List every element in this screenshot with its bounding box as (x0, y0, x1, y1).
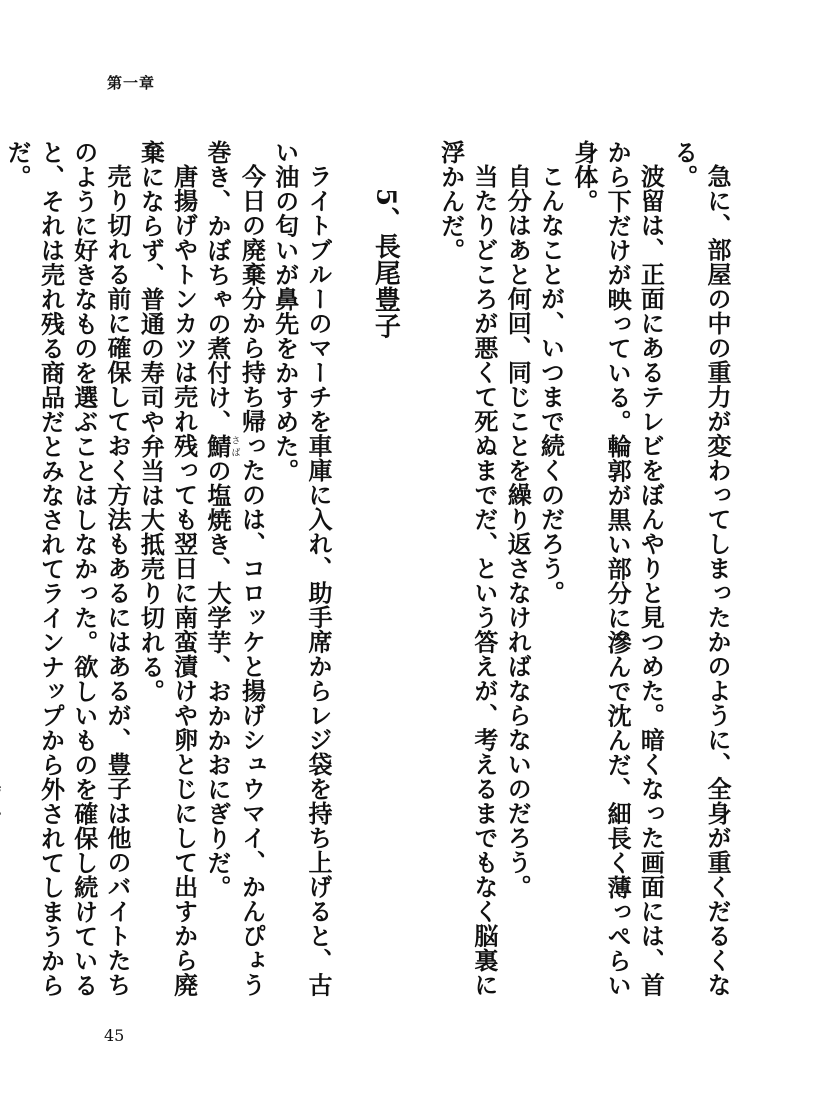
paragraph-7-text-a: 今日の廃棄分から持ち帰ったのは、コロッケと揚げシュウマイ、かんぴょう巻き、かぼちゃの煮付け、 (202, 140, 267, 997)
paragraph-6: ライトブルーのマーチを車庫に入れ、助手席からレジ袋を持ち上げると、古い油の匂いが鼻先をかすめた。 (270, 140, 334, 997)
paragraph-8: 唐揚げやトンカツは売れ残っても翌日に南蛮漬けや卵とじにして出すから廃棄にならず、普通の寿司や弁当は大抵売り切れる。 (136, 140, 199, 997)
paragraph-5: 当たりどころが悪くて死ぬまでだ、という答えが、考えるまでもなく脳裏に浮かんだ。 (436, 140, 499, 997)
paragraph-1: 急に、部屋の中の重力が変わってしまったかのように、全身が重くだるくなる。 (669, 140, 732, 997)
paragraph-7 (201, 140, 269, 1020)
paragraph-4: 自分はあと何回、同じことを繰り返さなければならないのだろう。 (503, 164, 533, 899)
vertical-text-block (0, 140, 734, 1020)
page-number: 45 (104, 1026, 125, 1045)
ruby-saba-reading: さば (229, 434, 240, 459)
ruby-oishii-reading (0, 777, 1, 826)
ruby-saba-base: 鯖 (202, 434, 232, 459)
paragraph-7-text-b: の塩焼き、大学芋、おかかおにぎりだ。 (202, 458, 232, 900)
paragraph-10 (0, 140, 1, 1020)
ruby-saba (202, 434, 240, 459)
paragraph-9: 売り切れる前に確保しておく方法もあるにはあるが、豊子は他のバイトたちのように好きなものを選ぶことはしなかった。欲しいものを確保し続けていると、それは売れ残る商品だとみなされてラインナップから外されてしまうからだ。 (3, 140, 133, 998)
paragraph-3: こんなことが、いつまで続くのだろう。 (536, 164, 566, 605)
running-head: 第一章 (107, 74, 156, 92)
paragraph-2: 波留は、正面にあるテレビをぼんやりと見つめた。暗くなった画面には、首から下だけが映っている。輪郭が黒い部分に滲んで沈んだ、細長く薄っぺらい身体。 (569, 140, 666, 998)
section-heading: 5、長尾豊子 (370, 188, 401, 340)
